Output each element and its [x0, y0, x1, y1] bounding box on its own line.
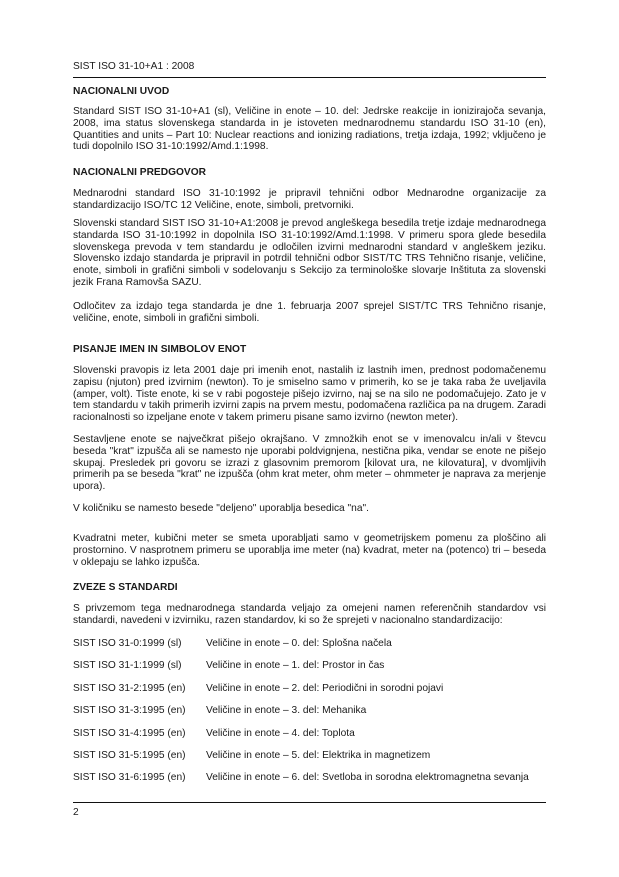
paragraph: Slovenski standard SIST ISO 31-10+A1:2008 je prevod angleškega besedila tretje izdaje mednarodnega standarda ISO 31-10:1992 in dopolnila ISO 31-10:1992/Amd.1:1998. V primeru spora glede besedila slovenskega prevoda v tem standardu je odločilen izvirni mednarodni standard v angleškem jeziku. Slovensko izdajo standarda je pripravil in potrdil tehnični odbor SIST/TC TRS Tehnično risanje, veličine, enote, simboli in grafični simboli v sodelovanju s Sekcijo za terminološke slovarje Inštituta za slovenski jezik Frana Ramovša SAZU.: [73, 218, 546, 288]
reference-code: SIST ISO 31-6:1995 (en): [73, 772, 186, 783]
reference-title: Veličine in enote – 3. del: Mehanika: [206, 705, 367, 716]
section-heading-nacionalni-uvod: NACIONALNI UVOD: [73, 86, 170, 97]
reference-title: Veličine in enote – 0. del: Splošna načela: [206, 638, 392, 649]
reference-title: Veličine in enote – 6. del: Svetloba in sorodna elektromagnetna sevanja: [206, 772, 529, 783]
running-header: SIST ISO 31-10+A1 : 2008: [73, 61, 195, 72]
paragraph: Kvadratni meter, kubični meter se smeta uporabljati samo v geometrijskem pomenu za ploščino ali prostornino. V nasprotnem primeru se uporablja ime meter (na) kvadrat, meter na (potenco) tri – beseda v oklepaju se lahko izpušča.: [73, 533, 546, 568]
paragraph: Sestavljene enote se največkrat pišejo okrajšano. V zmnožkih enot se v imenovalcu in/ali v števcu beseda "krat" izpušča ali se namesto nje uporabi poldvignjena, nestična pika, vendar se enote ne pišejo skupaj. Presledek pri govoru se izrazi z glasovnim premorom [kilovat ura, ne kilovatura], v dvomljivih primerih pa se beseda "krat" ne izpušča (ohm krat meter, ohm meter – ohmmeter je naprava za merjenje upora).: [73, 434, 546, 492]
reference-code: SIST ISO 31-4:1995 (en): [73, 728, 186, 739]
reference-row: [73, 750, 553, 762]
reference-code: SIST ISO 31-1:1999 (sl): [73, 660, 182, 671]
reference-row: [73, 660, 553, 672]
reference-code: SIST ISO 31-5:1995 (en): [73, 750, 186, 761]
paragraph: Standard SIST ISO 31-10+A1 (sl), Veličine in enote – 10. del: Jedrske reakcije in ionizirajoča sevanja, 2008, ima status slovenskega standarda in je istoveten mednarodnemu standardu ISO 31-10 (en), Quantities and units – Part 10: Nuclear reactions and ionizing radiations, tretja izdaja, 1992; vključeno je tudi dopolnilo ISO 31-10:1992/Amd.1:1998.: [73, 106, 546, 153]
paragraph: V količniku se namesto besede "deljeno" uporablja besedica "na".: [73, 503, 369, 514]
reference-title: Veličine in enote – 2. del: Periodični in sorodni pojavi: [206, 683, 444, 694]
section-heading-nacionalni-predgovor: NACIONALNI PREDGOVOR: [73, 167, 207, 178]
paragraph: Odločitev za izdajo tega standarda je dne 1. februarja 2007 sprejel SIST/TC TRS Tehnično risanje, veličine, enote, simboli in grafični simboli.: [73, 301, 546, 324]
reference-row: [73, 705, 553, 717]
paragraph: S privzemom tega mednarodnega standarda veljajo za omejeni namen referenčnih standardov vsi standardi, navedeni v izvirniku, razen standardov, ki so že sprejeti v nacionalno standardizacijo:: [73, 603, 546, 626]
reference-code: SIST ISO 31-3:1995 (en): [73, 705, 186, 716]
section-heading-zveze-s-standardi: ZVEZE S STANDARDI: [73, 582, 178, 593]
page-number: 2: [73, 807, 79, 818]
reference-row: [73, 683, 553, 695]
header-rule: [73, 77, 546, 78]
reference-code: SIST ISO 31-2:1995 (en): [73, 683, 186, 694]
footer-rule: [73, 802, 546, 803]
reference-title: Veličine in enote – 1. del: Prostor in čas: [206, 660, 385, 671]
reference-row: [73, 638, 553, 650]
paragraph: Slovenski pravopis iz leta 2001 daje pri imenih enot, nastalih iz lastnih imen, prednost podomačenemu zapisu (njuton) pred izvirnim (newton). To je smiselno samo v primerih, ko se je taka raba že uveljavila (amper, volt). Tiste enote, ki se v rabi pogosteje pišejo izvirno, naj se na silo ne podomačujejo. Zato je v tem standardu v takih primerih izvirni zapis na prvem mestu, podomačena različica pa na drugem. Zaradi racionalnosti so izpeljane enote v takem primeru pisane samo izvirno (newton meter).: [73, 365, 546, 423]
reference-title: Veličine in enote – 4. del: Toplota: [206, 728, 355, 739]
reference-row: [73, 772, 553, 784]
reference-code: SIST ISO 31-0:1999 (sl): [73, 638, 182, 649]
reference-row: [73, 728, 553, 740]
section-heading-pisanje-imen: PISANJE IMEN IN SIMBOLOV ENOT: [73, 344, 247, 355]
reference-title: Veličine in enote – 5. del: Elektrika in magnetizem: [206, 750, 431, 761]
paragraph: Mednarodni standard ISO 31-10:1992 je pripravil tehnični odbor Mednarodne organizacije za standardizacijo ISO/TC 12 Veličine, enote, simboli, pretvorniki.: [73, 188, 546, 211]
